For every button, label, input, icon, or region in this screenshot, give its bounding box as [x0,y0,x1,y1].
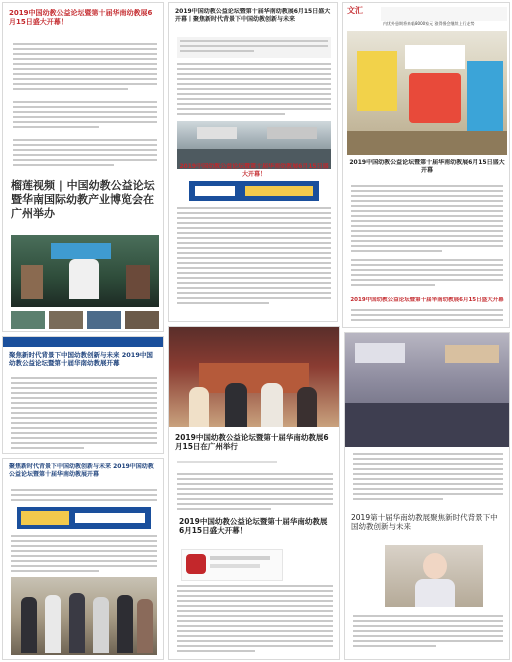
event-photo [11,577,157,655]
article-body-3 [351,309,503,324]
article-body-2 [177,207,331,307]
article-body-2 [177,585,333,655]
article-body [351,185,503,255]
panel-article-2 [168,2,338,322]
article-body [177,63,331,118]
ad-caption: 内忧外患期将来临8000家元 涨得慢会继续上行走势 [383,21,475,26]
exhibition-photo [177,121,331,169]
video-heading: 榴莲视频 | 中国幼教公益论坛暨华南国际幼教产业博览会在广州举办 [11,179,155,220]
panel-article-7 [344,332,510,660]
video-thumbnail[interactable] [125,311,159,329]
video-thumbnail[interactable] [49,311,83,329]
article-body-2 [11,535,157,575]
video-thumbnail[interactable] [87,311,121,329]
secondary-title: 2019中国幼教公益论坛暨第十届华南幼教展6月15日盛大开幕！ [179,517,328,536]
article-body [11,489,157,504]
banner-image [17,507,151,529]
article-body [13,43,157,93]
site-header-bar [3,337,163,347]
article-title: 聚焦新时代背景下中国幼教创新与未来 2019中国幼教公益论坛暨第十届华南幼教展开幕 [9,351,153,368]
article-title: 2019中国幼教公益论坛暨第十届华南幼教展6月15日盛大开幕 [349,159,505,174]
article-title: 2019第十届华南幼教展聚焦新时代背景下中国幼教创新与未来 [351,513,498,532]
article-title: 2019中国幼教公益论坛暨第十届华南幼教展6月15日盛大开幕！ [9,9,153,26]
logo-card [181,549,283,581]
video-thumbnail[interactable] [11,311,45,329]
article-meta [177,461,277,466]
article-body [353,453,503,503]
stage-photo [169,327,339,427]
crowd-photo [345,333,509,447]
panel-article-4 [2,336,164,454]
video-player[interactable] [11,235,159,307]
video-thumbnails [11,311,159,329]
article-title: 聚焦新时代背景下中国幼教创新与未来 2019中国幼教公益论坛暨第十届华南幼教展开幕 [9,463,154,478]
panel-article-5 [2,458,164,660]
interview-photo [385,545,483,607]
banner-image [189,181,319,201]
article-body [11,377,157,452]
panel-article-6 [168,326,340,660]
article-body-2 [351,259,503,289]
quote-box [177,37,331,58]
article-body-2 [353,615,503,650]
article-body [177,473,333,513]
article-body-2 [13,101,157,131]
site-logo: 文汇 [347,6,363,15]
exhibition-photo [347,31,507,155]
panel-article-1 [2,2,164,332]
secondary-title: 2019中国幼教公益论坛暨第十届华南幼教展6月15日盛大开幕！ [179,163,329,178]
article-title: 2019中国幼教公益论坛暨第十届华南幼教展6月15日盛大开幕丨聚焦新时代背景下中国幼教创新与未来 [175,8,331,23]
article-title: 2019中国幼教公益论坛暨第十届华南幼教展6月15日在广州举行 [175,433,329,452]
article-body-3 [13,139,157,169]
panel-article-3 [342,2,510,328]
ad-banner [381,7,507,21]
section-title: 2019中国幼教公益论坛暨第十届华南幼教展6月15日盛大开幕 [350,297,504,303]
